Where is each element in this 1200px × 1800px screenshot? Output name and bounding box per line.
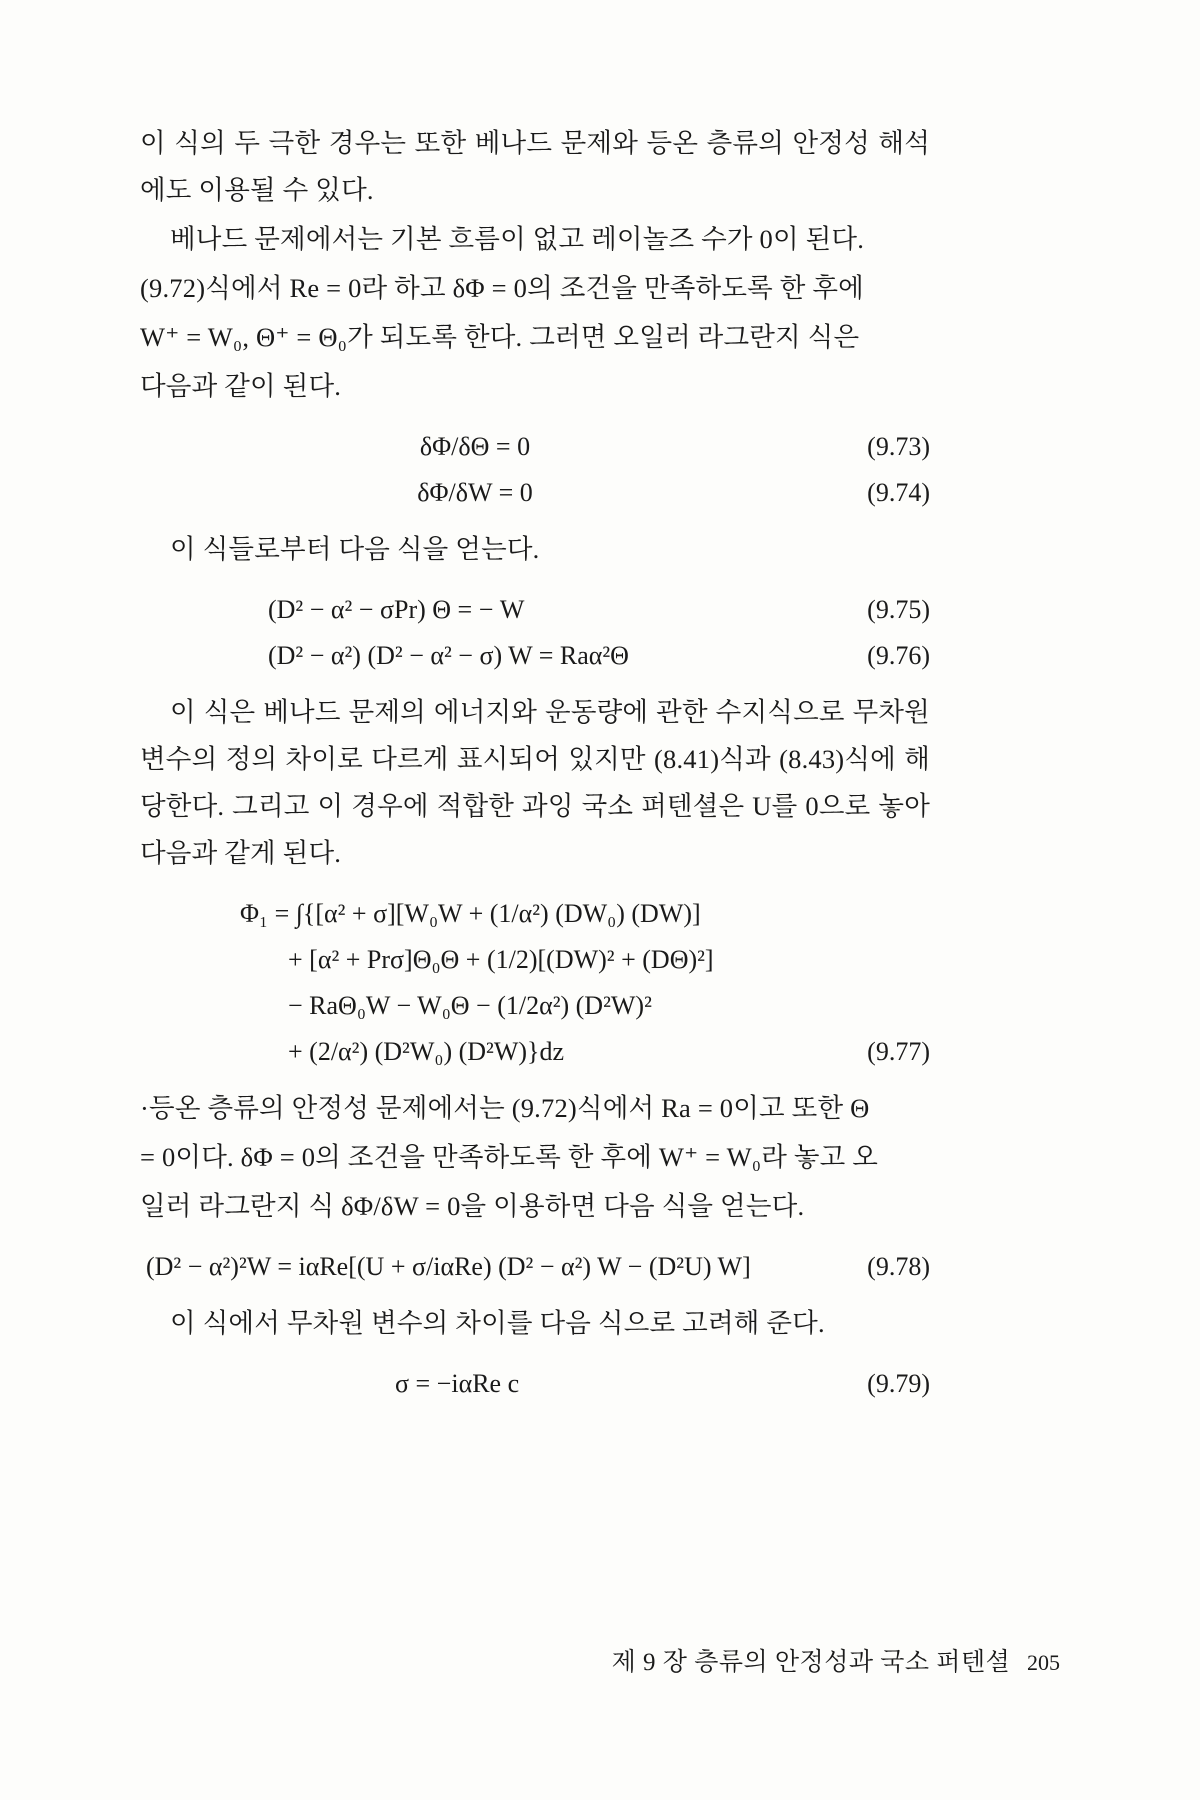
equation-9-78 bbox=[140, 1244, 930, 1290]
equation-9-78-body: (D² − α²)²W = iαRe[(U + σ/iαRe) (D² − α²) W − (D²U) W] bbox=[146, 1252, 751, 1281]
paragraph-3: 이 식들로부터 다음 식을 얻는다. bbox=[170, 534, 540, 564]
page-number: 205 bbox=[1027, 1650, 1060, 1675]
equation-block-9-77 bbox=[140, 891, 930, 1075]
equation-9-74-body: δΦ/δW = 0 bbox=[417, 478, 533, 507]
equation-block-9-79 bbox=[140, 1361, 930, 1407]
equation-9-76-body: (D² − α²) (D² − α² − σ) W = Raα²Θ bbox=[268, 641, 629, 670]
equation-9-79-number: (9.79) bbox=[867, 1369, 930, 1398]
equation-9-73-number: (9.73) bbox=[867, 432, 930, 461]
paragraph-4: 이 식은 베나드 문제의 에너지와 운동량에 관한 수지식으로 무차원 변수의 정의 차이로 다르게 표시되어 있지만 (8.41)식과 (8.43)식에 해당한다. 그리고 이 경우에 적합한 과잉 국소 퍼텐셜은 U를 0으로 놓아 다음과 같게 된다. bbox=[140, 697, 930, 868]
equation-9-77-line-2 bbox=[140, 937, 930, 983]
equation-9-79 bbox=[140, 1361, 930, 1407]
equation-9-73 bbox=[140, 424, 930, 470]
paragraph-5-line-2: = 0이다. δΦ = 0의 조건을 만족하도록 한 후에 W⁺ = W₀라 놓고 오 bbox=[140, 1142, 879, 1172]
equation-9-79-body: σ = −iαRe c bbox=[395, 1369, 520, 1398]
paragraph-2-line-2: (9.72)식에서 Re = 0라 하고 δΦ = 0의 조건을 만족하도록 한 후에 bbox=[140, 273, 864, 303]
equation-9-74-number: (9.74) bbox=[867, 478, 930, 507]
paragraph-2-line-1: 베나드 문제에서는 기본 흐름이 없고 레이놀즈 수가 0이 된다. bbox=[170, 224, 865, 254]
equation-9-75-number: (9.75) bbox=[867, 595, 930, 624]
equation-9-78-number: (9.78) bbox=[867, 1252, 930, 1281]
page-footer bbox=[612, 1642, 1060, 1678]
paragraph-6: 이 식에서 무차원 변수의 차이를 다음 식으로 고려해 준다. bbox=[170, 1308, 825, 1338]
equation-9-77-line-3 bbox=[140, 983, 930, 1029]
equation-9-77-line-4 bbox=[140, 1029, 930, 1075]
equation-9-77-line-4-body: + (2/α²) (D²W₀) (D²W)}dz bbox=[288, 1037, 565, 1066]
equation-9-76 bbox=[140, 633, 930, 679]
footer-chapter-title: 제 9 장 층류의 안정성과 국소 퍼텐셜 bbox=[611, 1649, 1011, 1676]
equation-9-74 bbox=[140, 470, 930, 516]
paragraph-2-line-4: 다음과 같이 된다. bbox=[140, 371, 342, 401]
equation-block-9-75-76 bbox=[140, 587, 930, 679]
equation-9-77-number: (9.77) bbox=[867, 1037, 930, 1066]
equation-9-73-body: δΦ/δΘ = 0 bbox=[419, 432, 531, 461]
equation-9-77-line-2-body: + [α² + Prσ]Θ₀Θ + (1/2)[(DW)² + (DΘ)²] bbox=[288, 945, 714, 974]
equation-9-77-line-1 bbox=[140, 891, 930, 937]
equation-block-9-73-74 bbox=[140, 424, 930, 516]
equation-9-77-line-1-body: Φ₁ = ∫{[α² + σ][W₀W + (1/α²) (DW₀) (DW)] bbox=[240, 899, 701, 928]
equation-9-75 bbox=[140, 587, 930, 633]
paragraph-5-line-1: ·등온 층류의 안정성 문제에서는 (9.72)식에서 Ra = 0이고 또한 Θ bbox=[140, 1093, 870, 1123]
paragraph-1: 이 식의 두 극한 경우는 또한 베나드 문제와 등온 층류의 안정성 해석에도 이용될 수 있다. bbox=[140, 128, 930, 205]
equation-9-77-line-3-body: − RaΘ₀W − W₀Θ − (1/2α²) (D²W)² bbox=[288, 991, 652, 1020]
page-content bbox=[140, 120, 930, 1417]
equation-9-76-number: (9.76) bbox=[867, 641, 930, 670]
equation-block-9-78 bbox=[140, 1244, 930, 1290]
equation-9-75-body: (D² − α² − σPr) Θ = − W bbox=[268, 595, 525, 624]
paragraph-5-line-3: 일러 라그란지 식 δΦ/δW = 0을 이용하면 다음 식을 얻는다. bbox=[140, 1191, 805, 1221]
paragraph-2-line-3: W⁺ = W₀, Θ⁺ = Θ₀가 되도록 한다. 그러면 오일러 라그란지 식은 bbox=[140, 322, 860, 352]
